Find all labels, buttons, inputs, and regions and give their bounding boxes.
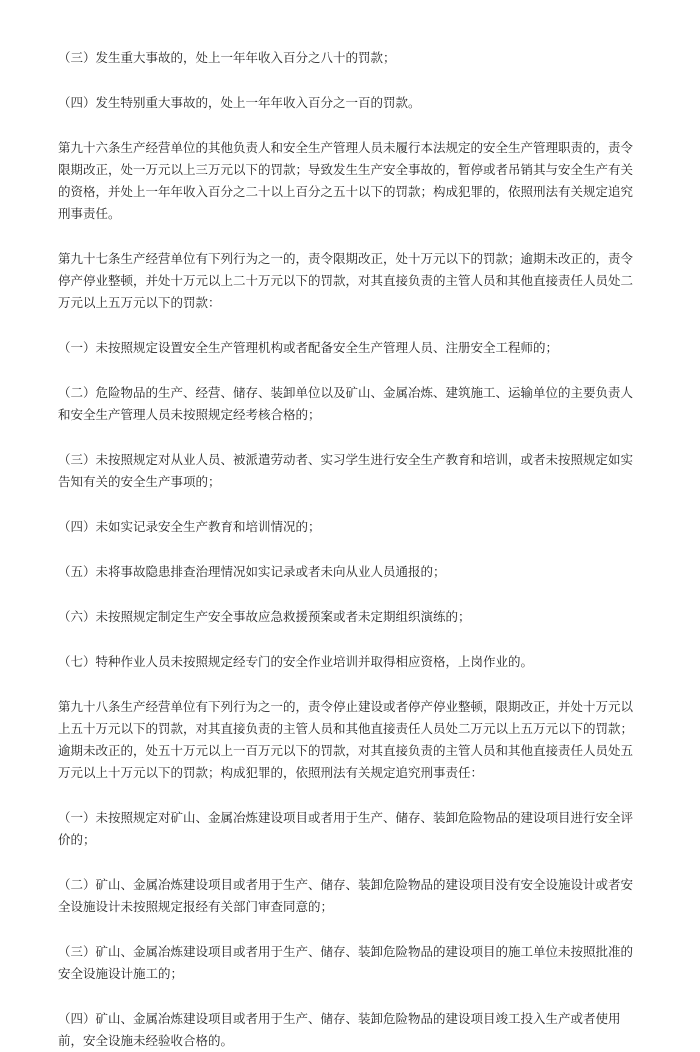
paragraph-article-96: 第九十六条生产经营单位的其他负责人和安全生产管理人员未履行本法规定的安全生产管理职责的，责令限期改正，处一万元以上三万元以下的罚款；导致发生生产安全事故的，暂停或者吊销其与安全生产有关的资格，并处上一年年收入百分之二十以上百分之五十以下的罚款；构成犯罪的，依照刑法有关规定追究刑事责任。 xyxy=(58,140,634,221)
paragraph-item-3-major-accident: （三）发生重大事故的，处上一年年收入百分之八十的罚款； xyxy=(58,50,396,65)
paragraph-article-98-item-4: （四）矿山、金属冶炼建设项目或者用于生产、储存、装卸危险物品的建设项目竣工投入生产或者使用前，安全设施未经验收合格的。 xyxy=(58,1011,621,1048)
paragraph-article-98: 第九十八条生产经营单位有下列行为之一的，责令停止建设或者停产停业整顿，限期改正，并处十万元以上五十万元以下的罚款，对其直接负责的主管人员和其他直接责任人员处二万元以上五万元以下的罚款；逾期未改正的，处五十万元以上一百万元以下的罚款，对其直接负责的主管人员和其他直接责任人员处五万元以上十万元以下的罚款；构成犯罪的，依照刑法有关规定追究刑事责任： xyxy=(58,699,634,780)
paragraph-article-97-item-5: （五）未将事故隐患排查治理情况如实记录或者未向从业人员通报的； xyxy=(58,564,446,579)
paragraph-article-97-item-7: （七）特种作业人员未按照规定经专门的安全作业培训并取得相应资格，上岗作业的。 xyxy=(58,654,534,669)
paragraph-article-97-item-3: （三）未按照规定对从业人员、被派遣劳动者、实习学生进行安全生产教育和培训，或者未按照规定如实告知有关的安全生产事项的； xyxy=(58,452,634,489)
paragraph-article-97: 第九十七条生产经营单位有下列行为之一的，责令限期改正，处十万元以下的罚款；逾期未改正的，责令停产停业整顿，并处十万元以上二十万元以下的罚款，对其直接负责的主管人员和其他直接责任人员处二万元以上五万元以下的罚款： xyxy=(58,251,634,310)
paragraph-article-97-item-2: （二）危险物品的生产、经营、储存、装卸单位以及矿山、金属冶炼、建筑施工、运输单位的主要负责人和安全生产管理人员未按照规定经考核合格的； xyxy=(58,385,634,422)
paragraph-article-98-item-3: （三）矿山、金属冶炼建设项目或者用于生产、储存、装卸危险物品的建设项目的施工单位未按照批准的安全设施设计施工的； xyxy=(58,944,634,981)
paragraph-article-97-item-1: （一）未按照规定设置安全生产管理机构或者配备安全生产管理人员、注册安全工程师的； xyxy=(58,340,559,355)
paragraph-article-97-item-6: （六）未按照规定制定生产安全事故应急救援预案或者未定期组织演练的； xyxy=(58,609,471,624)
paragraph-article-98-item-1: （一）未按照规定对矿山、金属冶炼建设项目或者用于生产、储存、装卸危险物品的建设项目进行安全评价的； xyxy=(58,810,634,847)
paragraph-item-4-especially-major-accident: （四）发生特别重大事故的，处上一年年收入百分之一百的罚款。 xyxy=(58,95,421,110)
paragraph-article-97-item-4: （四）未如实记录安全生产教育和培训情况的； xyxy=(58,519,321,534)
paragraph-article-98-item-2: （二）矿山、金属冶炼建设项目或者用于生产、储存、装卸危险物品的建设项目没有安全设施设计或者安全设施设计未按照规定报经有关部门审查同意的； xyxy=(58,877,634,914)
